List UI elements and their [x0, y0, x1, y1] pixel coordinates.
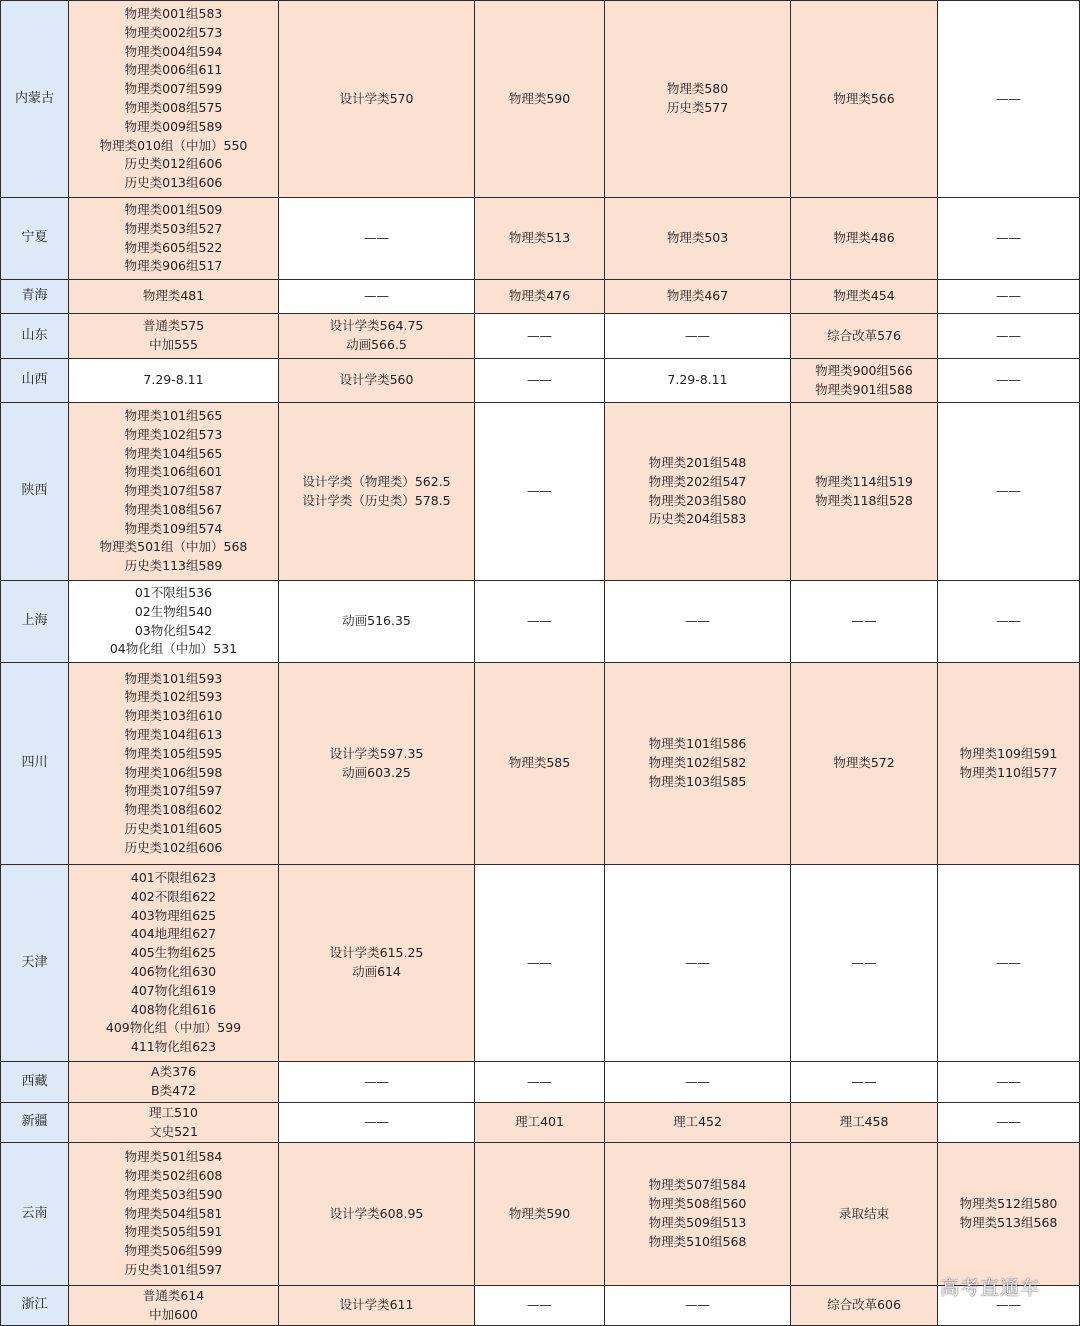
- score-cell: [791, 1, 938, 198]
- score-cell: [791, 359, 938, 403]
- score-line: ——: [996, 483, 1021, 499]
- province-cell: 浙江: [1, 1286, 69, 1326]
- score-line: 物理类481: [142, 288, 205, 304]
- score-line: 411物化组623: [130, 1039, 217, 1055]
- score-cell: [69, 198, 279, 280]
- score-line: 设计学类608.95: [329, 1205, 424, 1221]
- score-line: ——: [996, 90, 1021, 106]
- table-row: [1, 581, 1080, 663]
- score-line: 物理类507组584: [648, 1177, 747, 1193]
- score-line: 综合改革606: [827, 1297, 901, 1313]
- score-cell: [279, 1286, 475, 1326]
- score-line: 物理类105组595: [124, 745, 223, 761]
- table-row: [1, 663, 1080, 865]
- score-line: 物理类007组599: [124, 81, 223, 97]
- score-line: ——: [996, 230, 1021, 246]
- score-cell: [938, 198, 1080, 280]
- score-line: 物理类202组547: [648, 473, 747, 489]
- score-line: 设计学类560: [339, 372, 414, 388]
- province-cell: 陕西: [1, 403, 69, 581]
- score-cell: [938, 1062, 1080, 1103]
- score-line: ——: [527, 483, 552, 499]
- score-line: 设计学类611: [339, 1297, 414, 1313]
- score-line: 物理类102组582: [648, 755, 747, 771]
- table-row: [1, 865, 1080, 1062]
- score-line: 407物化组619: [130, 982, 217, 998]
- score-line: 403物理组625: [130, 907, 217, 923]
- score-cell: [69, 865, 279, 1062]
- score-line: 物理类505组591: [124, 1224, 223, 1240]
- score-line: ——: [996, 288, 1021, 304]
- score-cell: [791, 1143, 938, 1286]
- score-line: 物理类109组591: [959, 745, 1058, 761]
- score-line: 物理类101组593: [124, 670, 223, 686]
- score-cell: [69, 1143, 279, 1286]
- score-line: ——: [364, 1073, 389, 1089]
- score-line: 动画614: [352, 964, 401, 979]
- table-row: [1, 1, 1080, 198]
- score-line: 物理类512组580: [959, 1196, 1058, 1212]
- score-line: 设计学类615.25: [329, 945, 424, 961]
- score-cell: [791, 198, 938, 280]
- score-line: 物理类106组601: [124, 464, 223, 480]
- score-line: 物理类476: [508, 288, 571, 304]
- table-row: [1, 280, 1080, 314]
- score-line: 04物化组（中加）531: [109, 641, 238, 657]
- score-line: 7.29-8.11: [143, 372, 204, 388]
- score-line: ——: [996, 327, 1021, 343]
- score-cell: [475, 1062, 605, 1103]
- score-line: 设计学类597.35: [329, 745, 424, 761]
- province-cell: 内蒙古: [1, 1, 69, 198]
- score-line: ——: [685, 613, 710, 629]
- table-row: [1, 1062, 1080, 1103]
- score-cell: [938, 1, 1080, 198]
- score-cell: [791, 280, 938, 314]
- score-cell: [69, 314, 279, 359]
- score-line: 物理类501组584: [124, 1149, 223, 1165]
- score-line: 物理类590: [508, 90, 571, 106]
- table-row: [1, 1103, 1080, 1143]
- score-cell: [69, 403, 279, 581]
- score-line: 物理类906组517: [124, 258, 223, 274]
- province-cell: 青海: [1, 280, 69, 314]
- score-line: 物理类010组（中加）550: [99, 137, 248, 153]
- score-line: 物理类104组613: [124, 726, 223, 742]
- score-line: 物理类108组602: [124, 802, 223, 818]
- score-line: 物理类102组593: [124, 689, 223, 705]
- score-line: 动画603.25: [342, 764, 411, 780]
- score-cell: [475, 1, 605, 198]
- score-cell: [69, 1062, 279, 1103]
- score-cell: [69, 581, 279, 663]
- score-line: 物理类572: [833, 755, 895, 771]
- score-line: 物理类001组509: [124, 201, 223, 217]
- score-cell: [605, 581, 791, 663]
- score-line: 动画566.5: [346, 337, 407, 352]
- score-line: 物理类508组560: [648, 1196, 747, 1212]
- score-line: 历史类577: [666, 100, 729, 115]
- score-line: 物理类566: [833, 90, 895, 106]
- score-line: 历史类102组606: [124, 839, 223, 855]
- score-line: 408物化组616: [130, 1001, 217, 1017]
- score-line: 理工510: [149, 1104, 198, 1120]
- score-cell: [475, 581, 605, 663]
- score-line: ——: [685, 954, 710, 970]
- score-cell: [475, 663, 605, 865]
- score-cell: [791, 1103, 938, 1143]
- score-cell: [791, 314, 938, 359]
- score-line: ——: [996, 1114, 1021, 1130]
- score-line: 物理类109组574: [124, 520, 223, 536]
- score-line: 物理类605组522: [124, 239, 223, 255]
- score-line: 物理类102组573: [124, 426, 223, 442]
- score-line: 物理类002组573: [124, 24, 223, 40]
- score-cell: [605, 1062, 791, 1103]
- table-body: [1, 1, 1080, 1326]
- score-cell: [791, 403, 938, 581]
- score-line: 物理类001组583: [124, 6, 223, 22]
- score-line: 综合改革576: [827, 327, 901, 343]
- score-line: 物理类454: [833, 288, 895, 304]
- province-cell: 四川: [1, 663, 69, 865]
- score-line: 中加600: [149, 1306, 198, 1322]
- score-cell: [938, 359, 1080, 403]
- province-cell: 新疆: [1, 1103, 69, 1143]
- score-cell: [279, 1, 475, 198]
- score-cell: [938, 581, 1080, 663]
- score-cell: [605, 1286, 791, 1326]
- score-line: 历史类204组583: [648, 511, 747, 527]
- score-line: 物理类504组581: [124, 1205, 223, 1221]
- score-cell: [475, 280, 605, 314]
- score-line: 物理类467: [666, 288, 729, 304]
- score-line: 中加555: [149, 337, 198, 352]
- score-cell: [475, 198, 605, 280]
- score-line: 物理类108组567: [124, 501, 223, 517]
- score-cell: [279, 280, 475, 314]
- score-line: 物理类513: [508, 230, 571, 246]
- province-cell: 天津: [1, 865, 69, 1062]
- score-line: 普通类575: [142, 318, 205, 334]
- score-line: 物理类106组598: [124, 764, 223, 780]
- score-cell: [605, 1103, 791, 1143]
- score-cell: [605, 865, 791, 1062]
- score-line: ——: [996, 954, 1021, 970]
- score-cell: [605, 1143, 791, 1286]
- score-line: 406物化组630: [130, 964, 217, 979]
- score-cell: [475, 1103, 605, 1143]
- score-line: 物理类006组611: [124, 62, 223, 78]
- score-line: 物理类585: [508, 755, 571, 771]
- score-cell: [69, 1103, 279, 1143]
- table-row: [1, 314, 1080, 359]
- score-line: ——: [527, 372, 552, 388]
- score-line: ——: [851, 613, 877, 629]
- score-line: 文史521: [149, 1123, 198, 1139]
- score-line: 历史类113组589: [124, 558, 223, 574]
- score-line: 物理类901组588: [815, 381, 913, 397]
- score-line: 理工452: [673, 1114, 722, 1130]
- score-line: 历史类013组606: [124, 175, 223, 191]
- score-line: 405生物组625: [130, 945, 217, 961]
- score-line: 设计学类570: [339, 90, 414, 106]
- score-cell: [791, 1286, 938, 1326]
- score-line: 物理类004组594: [124, 43, 223, 59]
- score-line: 设计学类（物理类）562.5: [302, 473, 451, 489]
- province-cell: 上海: [1, 581, 69, 663]
- score-line: 动画516.35: [342, 613, 411, 629]
- score-line: ——: [364, 288, 389, 304]
- score-cell: [69, 280, 279, 314]
- score-cell: [475, 865, 605, 1062]
- score-cell: [279, 314, 475, 359]
- score-cell: [279, 865, 475, 1062]
- score-line: ——: [527, 1297, 552, 1313]
- score-cell: [605, 403, 791, 581]
- score-line: 设计学类（历史类）578.5: [302, 492, 451, 508]
- score-line: ——: [996, 613, 1021, 629]
- score-cell: [791, 1062, 938, 1103]
- score-line: 物理类580: [666, 81, 729, 97]
- score-line: 设计学类564.75: [329, 318, 424, 334]
- score-line: ——: [851, 1073, 877, 1089]
- score-cell: [279, 1062, 475, 1103]
- score-line: 物理类900组566: [815, 362, 913, 378]
- score-cell: [69, 1286, 279, 1326]
- score-line: ——: [364, 230, 389, 246]
- score-line: 物理类513组568: [959, 1215, 1058, 1230]
- score-line: 物理类114组519: [815, 473, 913, 489]
- score-line: 409物化组（中加）599: [105, 1020, 242, 1036]
- score-cell: [938, 663, 1080, 865]
- score-cell: [279, 403, 475, 581]
- score-line: ——: [364, 1114, 389, 1130]
- score-line: 物理类590: [508, 1205, 571, 1221]
- score-line: ——: [527, 1073, 552, 1089]
- score-line: 401不限组623: [130, 870, 217, 886]
- score-line: 03物化组542: [134, 622, 213, 638]
- score-line: 历史类012组606: [124, 156, 223, 172]
- score-cell: [69, 1, 279, 198]
- score-line: 物理类101组586: [648, 736, 747, 752]
- score-cell: [791, 663, 938, 865]
- score-cell: [605, 1, 791, 198]
- score-line: ——: [851, 954, 877, 970]
- score-line: 物理类104组565: [124, 445, 223, 461]
- score-line: ——: [996, 1073, 1021, 1089]
- score-line: 物理类103组610: [124, 708, 223, 724]
- score-line: 理工458: [839, 1114, 889, 1130]
- table-row: [1, 1143, 1080, 1286]
- score-line: 物理类118组528: [815, 492, 913, 508]
- score-line: ——: [527, 327, 552, 343]
- score-line: 7.29-8.11: [667, 372, 728, 388]
- score-line: ——: [996, 1297, 1021, 1313]
- watermark: 高考直通车: [940, 1277, 1041, 1299]
- score-line: 物理类503: [666, 230, 729, 246]
- score-cell: [475, 403, 605, 581]
- score-line: ——: [527, 613, 552, 629]
- score-cell: [605, 198, 791, 280]
- score-line: 物理类103组585: [648, 773, 747, 789]
- score-line: 404地理组627: [130, 926, 217, 942]
- table-row: [1, 359, 1080, 403]
- province-cell: 宁夏: [1, 198, 69, 280]
- score-line: 物理类503组590: [124, 1186, 223, 1202]
- score-cell: [938, 403, 1080, 581]
- score-line: 02生物组540: [134, 603, 213, 619]
- score-cell: [475, 1286, 605, 1326]
- score-cell: [69, 359, 279, 403]
- score-line: B类472: [151, 1083, 196, 1098]
- score-line: 历史类101组605: [124, 820, 223, 836]
- score-line: 物理类501组（中加）568: [99, 539, 248, 555]
- score-cell: [605, 280, 791, 314]
- score-line: 物理类203组580: [648, 492, 747, 508]
- score-line: 物理类510组568: [648, 1233, 747, 1249]
- score-cell: [279, 359, 475, 403]
- province-cell: 西藏: [1, 1062, 69, 1103]
- score-cell: [475, 314, 605, 359]
- score-cell: [69, 663, 279, 865]
- score-cell: [938, 280, 1080, 314]
- score-cell: [791, 581, 938, 663]
- table-row: [1, 403, 1080, 581]
- score-cell: [475, 359, 605, 403]
- province-cell: 山西: [1, 359, 69, 403]
- score-line: 物理类201组548: [648, 454, 747, 470]
- score-cell: [279, 198, 475, 280]
- score-line: 物理类101组565: [124, 407, 223, 423]
- score-line: 物理类486: [833, 230, 895, 246]
- table-row: [1, 198, 1080, 280]
- score-line: ——: [996, 372, 1021, 388]
- score-line: 物理类110组577: [959, 764, 1058, 780]
- score-line: ——: [527, 954, 552, 970]
- province-cell: 云南: [1, 1143, 69, 1286]
- score-line: 物理类107组587: [124, 483, 223, 499]
- score-cell: [938, 865, 1080, 1062]
- score-cell: [938, 314, 1080, 359]
- table-row: [1, 1286, 1080, 1326]
- score-line: 402不限组622: [130, 888, 217, 904]
- score-line: 物理类009组589: [124, 118, 223, 134]
- score-line: ——: [685, 1073, 710, 1089]
- score-line: 录取结束: [838, 1205, 889, 1221]
- score-cell: [475, 1143, 605, 1286]
- score-line: ——: [685, 1297, 710, 1313]
- score-line: 物理类502组608: [124, 1168, 223, 1183]
- score-line: 物理类506组599: [124, 1243, 223, 1259]
- score-line: ——: [685, 327, 710, 343]
- score-line: 物理类503组527: [124, 220, 223, 236]
- score-line: 01不限组536: [134, 584, 213, 600]
- score-line: 物理类509组513: [648, 1215, 747, 1230]
- score-line: 物理类107组597: [124, 783, 223, 799]
- score-cell: [605, 359, 791, 403]
- score-line: 普通类614: [142, 1287, 205, 1303]
- score-cell: [938, 1143, 1080, 1286]
- score-line: A类376: [151, 1064, 196, 1080]
- score-cell: [279, 663, 475, 865]
- score-line: 历史类101组597: [124, 1261, 223, 1277]
- score-cell: [279, 1103, 475, 1143]
- score-cell: [605, 314, 791, 359]
- score-line: 物理类008组575: [124, 100, 223, 115]
- province-cell: 山东: [1, 314, 69, 359]
- score-cell: [279, 581, 475, 663]
- score-cell: [938, 1103, 1080, 1143]
- score-line: 理工401: [515, 1114, 564, 1130]
- score-cell: [279, 1143, 475, 1286]
- score-cell: [791, 865, 938, 1062]
- score-cell: [605, 663, 791, 865]
